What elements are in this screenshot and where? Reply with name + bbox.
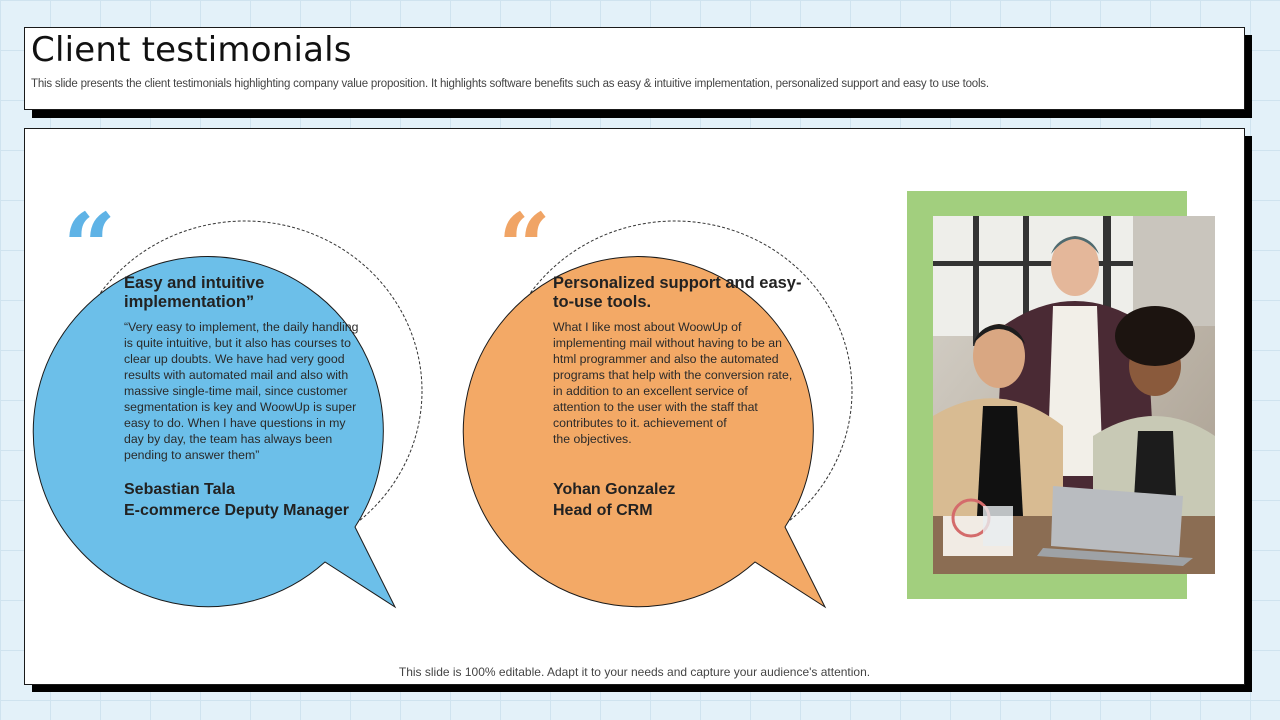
testimonial-heading: Personalized support and easy-to-use tools.: [553, 274, 802, 311]
testimonial-heading: Easy and intuitive implementation”: [124, 274, 265, 311]
testimonial-author-name: Yohan Gonzalez: [553, 481, 676, 498]
header-panel: [24, 27, 1245, 110]
testimonial-card-1: [124, 274, 386, 521]
testimonial-body: “Very easy to implement, the daily handling is quite intuitive, but it also has courses to clear up doubts. We have had very good results with automated mail and also with massive single-time mail, since customer segmentation is key and WoowUp is super easy to do. When I have questions in my day by day, the team has always been pending to answer them”: [124, 320, 359, 462]
quote-icon: “: [498, 193, 551, 301]
testimonial-body: What I like most about WoowUp of implementing mail without having to be an html programmer and also the automated programs that help with the conversion rate, in addition to an excellent service of attention to the user with the staff that contributes to it. achievement of the objectives.: [553, 320, 793, 446]
testimonial-card-2: [553, 274, 821, 521]
testimonial-author-role: E-commerce Deputy Manager: [124, 502, 349, 519]
page-title: Client testimonials: [31, 30, 352, 70]
quote-icon: “: [63, 193, 116, 301]
page-subtitle: This slide presents the client testimonials highlighting company value proposition. It highlights software benefits such as easy & intuitive implementation, personalized support and easy to use tools.: [31, 78, 989, 90]
testimonial-author-role: Head of CRM: [553, 502, 653, 519]
content-panel: [24, 128, 1245, 685]
footer-note: This slide is 100% editable. Adapt it to your needs and capture your audience's attention.: [398, 665, 871, 679]
team-photo: [933, 216, 1215, 574]
testimonial-author-name: Sebastian Tala: [124, 481, 235, 498]
